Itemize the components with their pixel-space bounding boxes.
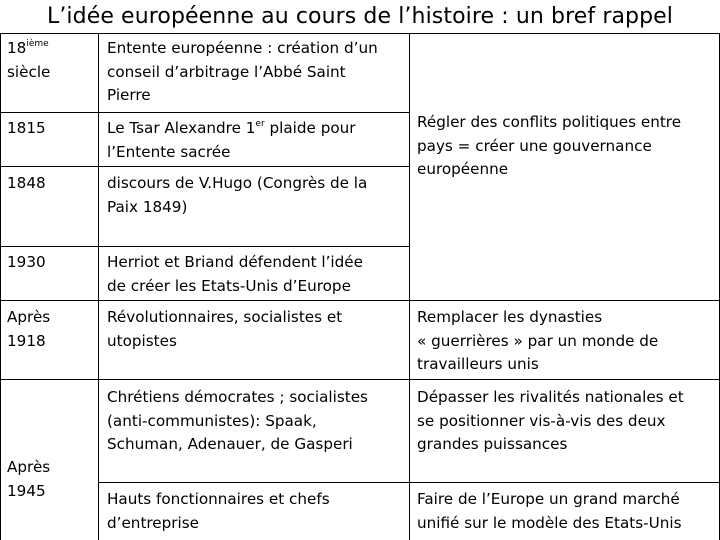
row-divider: [0, 300, 720, 301]
goal-cell: Faire de l’Europe un grand marché unifié sur le modèle des Etats-Unis: [417, 490, 682, 532]
actor-cell: discours de V.Hugo (Congrès de la Paix 1849): [107, 174, 368, 216]
goal-cell: Remplacer les dynasties « guerrières » par un monde de travailleurs unis: [417, 308, 659, 373]
date-cell: Après 1945: [7, 458, 51, 500]
actor-cell: Entente européenne : création d’un conseil d’arbitrage l’Abbé Saint Pierre: [107, 39, 378, 104]
actor-cell: Révolutionnaires, socialistes et utopistes: [107, 308, 343, 350]
date-cell: 1930: [7, 253, 46, 271]
date-cell: 1848: [7, 174, 46, 192]
date-cell: 1815: [7, 119, 46, 137]
goal-cell: Dépasser les rivalités nationales et se positionner vis-à-vis des deux grandes puissances: [417, 388, 684, 453]
actor-cell: Le Tsar Alexandre 1er plaide pour l’Entente sacrée: [107, 119, 356, 161]
row-divider: [0, 246, 410, 247]
date-cell: 18ième siècle: [7, 39, 51, 81]
column-divider: [98, 33, 99, 540]
actor-cell: Hauts fonctionnaires et chefs d’entreprise: [107, 490, 330, 532]
goal-cell: Régler des conflits politiques entre pays = créer une gouvernance européenne: [417, 113, 682, 178]
row-divider: [0, 166, 410, 167]
table-border-left: [0, 33, 1, 540]
row-divider: [0, 379, 720, 380]
table-border-top: [0, 33, 720, 34]
actor-cell: Chrétiens démocrates ; socialistes (anti-communistes): Spaak, Schuman, Adenauer, de Gasperi: [107, 388, 368, 453]
page-title: L’idée européenne au cours de l’histoire : un bref rappel: [46, 4, 674, 29]
actor-cell: Herriot et Briand défendent l’idée de créer les Etats-Unis d’Europe: [107, 253, 363, 295]
date-cell: Après 1918: [7, 308, 51, 350]
row-divider: [0, 112, 410, 113]
column-divider: [409, 33, 410, 540]
